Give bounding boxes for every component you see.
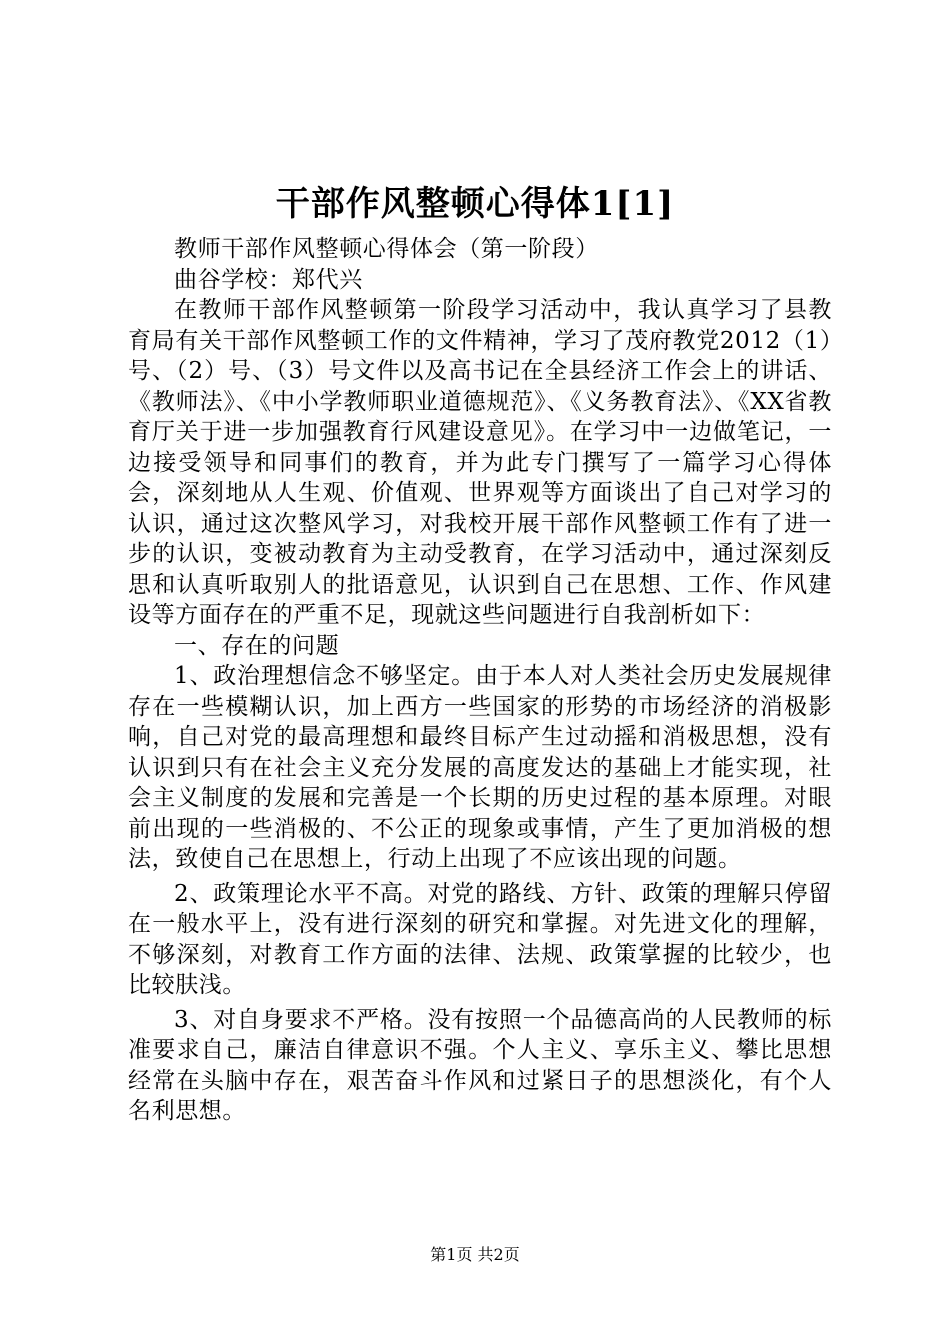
author-line: 曲谷学校：郑代兴 bbox=[174, 266, 363, 293]
issue-paragraph-3: 3、对自身要求不严格。没有按照一个品德高尚的人民教师的标准要求自己，廉洁自律意识不强。个人主义、享乐主义、攀比思想经常在头脑中存在，艰苦奋斗作风和过紧日子的思想淡化，有个人名利思想。 bbox=[128, 1006, 832, 1124]
document-body bbox=[128, 234, 832, 1127]
subtitle-paragraph: 教师干部作风整顿心得体会（第一阶段） bbox=[174, 236, 599, 262]
issue-paragraph-2: 2、政策理论水平不高。对党的路线、方针、政策的理解只停留在一般水平上，没有进行深刻的研究和掌握。对先进文化的理解，不够深刻，对教育工作方面的法律、法规、政策掌握的比较少，也比较肤浅。 bbox=[128, 880, 832, 998]
page-number-footer: 第1页 共2页 bbox=[430, 1245, 520, 1264]
issue-paragraph-1: 1、政治理想信念不够坚定。由于本人对人类社会历史发展规律存在一些模糊认识，加上西方一些国家的形势的市场经济的消极影响，自己对党的最高理想和最终目标产生过动摇和消极思想，没有认识到只有在社会主义充分发展的高度发达的基础上才能实现，社会主义制度的发展和完善是一个长期的历史过程的基本原理。对眼前出现的一些消极的、不公正的现象或事情，产生了更加消极的想法，致使自己在思想上，行动上出现了不应该出现的问题。 bbox=[128, 663, 832, 872]
section-heading: 一、存在的问题 bbox=[174, 632, 340, 659]
document-title: 干部作风整顿心得体1[1] bbox=[275, 184, 675, 224]
intro-paragraph: 在教师干部作风整顿第一阶段学习活动中，我认真学习了县教育局有关干部作风整顿工作的文件精神，学习了茂府教党2012（1）号、（2）号、（3）号文件以及高书记在全县经济工作会上的讲话、《教师法》、《中小学教师职业道德规范》、《义务教育法》、《XX省教育厅关于进一步加强教育行风建设意见》。在学习中一边做笔记，一边接受领导和同事们的教育，并为此专门撰写了一篇学习心得体会，深刻地从人生观、价值观、世界观等方面谈出了自己对学习的认识，通过这次整风学习，对我校开展干部作风整顿工作有了进一步的认识，变被动教育为主动受教育，在学习活动中，通过深刻反思和认真听取别人的批语意见，认识到自己在思想、工作、作风建设等方面存在的严重不足，现就这些问题进行自我剖析如下： bbox=[128, 297, 832, 628]
